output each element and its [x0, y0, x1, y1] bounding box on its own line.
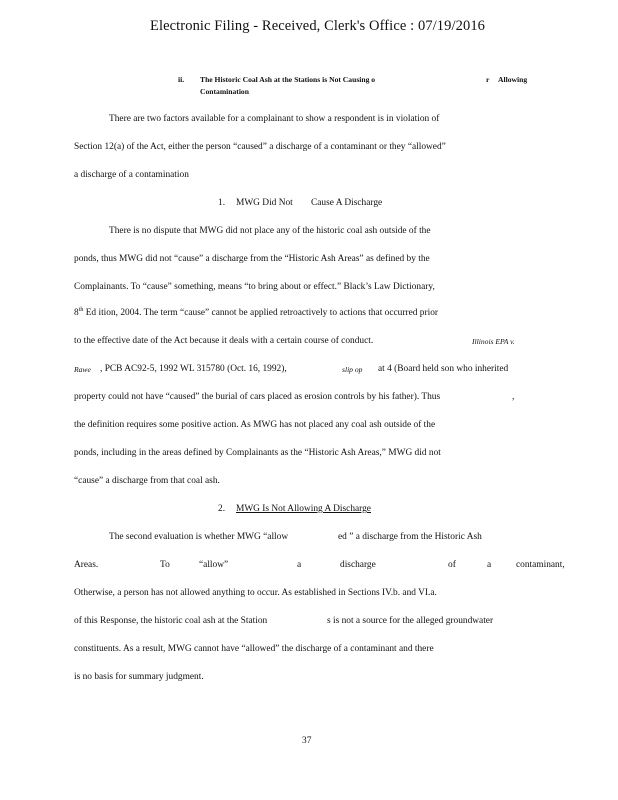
subheading-2-number: 2. [218, 504, 226, 514]
section-heading-line2: Contamination [200, 87, 249, 96]
intro-line-3: a discharge of a contamination [74, 170, 189, 180]
subheading-1-title: MWG Did Not [236, 198, 293, 208]
para2-line-3: Otherwise, a person has not allowed anything to occur. As established in Sections IV.b. and VI.a. [74, 588, 437, 598]
para2-line-2-word: “allow” [199, 560, 229, 570]
para1-line-10: “cause” a discharge from that coal ash. [74, 476, 220, 486]
intro-line-1: There are two factors available for a complainant to show a respondent is in violation of [109, 114, 440, 124]
para1-line-6-end: at 4 (Board held son who inherited [378, 364, 509, 374]
case-name: Rawe [74, 365, 91, 374]
slip-op: slip op [342, 365, 363, 374]
intro-line-2: Section 12(a) of the Act, either the person “caused” a discharge of a contaminant or they “allowed” [74, 142, 446, 152]
para1-line-8: the definition requires some positive action. As MWG has not placed any coal ash outside of the [74, 420, 436, 430]
section-heading-line1: The Historic Coal Ash at the Stations is Not Causing o [200, 75, 376, 84]
para2-line-5: constituents. As a result, MWG cannot have “allowed” the discharge of a contaminant and there [74, 644, 434, 654]
para2-line-2-word: contaminant, [516, 560, 565, 570]
subheading-1-number: 1. [218, 198, 226, 208]
section-heading-fragment: r [486, 75, 490, 84]
para2-line-1: The second evaluation is whether MWG “allow [109, 532, 289, 542]
para1-line-4: 8th Ed ition, 2004. The term “cause” cannot be applied retroactively to actions that occurred prior [74, 306, 439, 318]
para2-line-2-word: To [160, 560, 170, 570]
para1-line-3: Complainants. To “cause” something, means “to bring about or effect.” Black’s Law Dictionary, [74, 282, 435, 292]
para1-line-5: to the effective date of the Act because it deals with a certain course of conduct. [74, 336, 374, 346]
para1-line-7-comma: , [512, 392, 515, 402]
para2-line-2-word: discharge [340, 560, 376, 570]
subheading-2-title: MWG Is Not Allowing A Discharge [236, 504, 371, 514]
para2-line-1-end: ed ” a discharge from the Historic Ash [338, 532, 482, 542]
filing-header: Electronic Filing - Received, Clerk's Office : 07/19/2016 [150, 18, 486, 34]
section-heading-fragment: Allowing [498, 75, 528, 84]
para2-line-4: of this Response, the historic coal ash at the Station [74, 616, 268, 626]
para2-line-6: is no basis for summary judgment. [74, 672, 204, 682]
para2-line-2-word: Areas. [74, 560, 99, 570]
para1-line-6: , PCB AC92-5, 1992 WL 315780 (Oct. 16, 1992), [100, 364, 287, 374]
para2-line-2-word: of [448, 560, 456, 570]
page-number: 37 [302, 736, 312, 746]
para1-line-1: There is no dispute that MWG did not place any of the historic coal ash outside of the [109, 226, 431, 236]
para1-line-2: ponds, thus MWG did not “cause” a discharge from the “Historic Ash Areas” as defined by the [74, 254, 430, 264]
subheading-1-title: Cause A Discharge [311, 198, 383, 208]
para1-line-7: property could not have “caused” the burial of cars placed as erosion controls by his father). Thus [74, 392, 441, 402]
para1-line-9: ponds, including in the areas defined by Complainants as the “Historic Ash Areas,” MWG did not [74, 448, 441, 458]
para2-line-2-word: a [297, 560, 302, 570]
para2-line-4-end: s is not a source for the alleged groundwater [327, 616, 494, 626]
para2-line-2-word: a [487, 560, 492, 570]
section-number: ii. [178, 75, 185, 84]
case-citation: Illinois EPA v. [472, 337, 515, 346]
